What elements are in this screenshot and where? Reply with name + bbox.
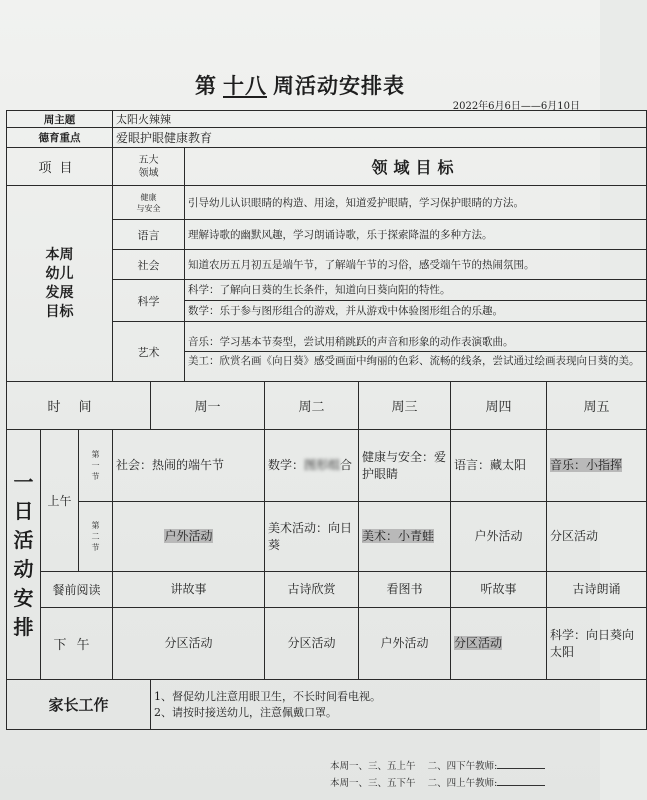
week-theme-value: 太阳火辣辣 [113, 111, 647, 128]
side-label-1: 本周 [45, 246, 74, 263]
pm-thursday: 听故事 [451, 572, 547, 608]
pm-tuesday: 古诗欣赏 [265, 572, 359, 608]
domain-health-line2: 与安全 [136, 203, 161, 213]
footer-1-right: 二、四下午教师: [427, 761, 498, 772]
domain-goals-header: 领域目标 [185, 148, 647, 186]
goal-science-1: 科学：了解向日葵的生长条件，知道向日葵向阳的特性。 [185, 280, 647, 301]
p2-tuesday: 美术活动：向日葵 [265, 502, 359, 572]
period-2-c: 节 [91, 543, 100, 552]
afternoon-label: 下午 [41, 608, 113, 680]
daily-schedule-label [7, 430, 41, 680]
p1-thursday: 语言：藏太阳 [451, 430, 547, 502]
day-monday: 周一 [151, 382, 265, 430]
week-theme-label: 周主题 [7, 111, 113, 128]
parent-work-label: 家长工作 [7, 680, 151, 730]
footer-2-left: 本周一、三、五下午 [330, 778, 416, 789]
pm-monday: 讲故事 [113, 572, 265, 608]
weekly-goals-label [7, 186, 113, 382]
p2-wednesday [359, 502, 451, 572]
side-label-2: 幼儿 [45, 265, 74, 282]
p2-monday-text: 户外活动 [164, 529, 213, 543]
date-range: 2022年6月6日——6月10日 [452, 101, 580, 112]
af-thursday-text: 分区活动 [454, 636, 503, 650]
time-header: 时间 [7, 382, 151, 430]
footer-2-right: 二、四上午教师: [427, 778, 498, 789]
af-tuesday: 分区活动 [265, 608, 359, 680]
footer-1-blank [497, 759, 545, 769]
parent-item-2: 2、请按时接送幼儿，注意佩戴口罩。 [154, 705, 337, 719]
title-prefix: 第 [195, 73, 217, 98]
goal-science-2: 数学：乐于参与图形组合的游戏，并从游戏中体验图形组合的乐趣。 [185, 301, 647, 322]
p1-friday [547, 430, 647, 502]
period-1-a: 第 [91, 450, 100, 459]
day-wednesday: 周三 [359, 382, 451, 430]
domain-art: 艺术 [113, 322, 185, 382]
p1-friday-text: 音乐：小指挥 [550, 458, 623, 472]
day-tuesday: 周二 [265, 382, 359, 430]
daily-side-4: 安排 [13, 585, 34, 639]
day-thursday: 周四 [451, 382, 547, 430]
pm-friday: 古诗朗诵 [547, 572, 647, 608]
period-2-b: 二 [91, 532, 100, 541]
period-1-label [79, 430, 113, 502]
goal-art-cell [185, 322, 647, 382]
domain-health-line1: 健康 [140, 192, 157, 202]
five-domains-header [113, 148, 185, 186]
page-title [0, 70, 600, 100]
moral-focus-value: 爱眼护眼健康教育 [113, 128, 647, 148]
period-1-c: 节 [91, 472, 100, 481]
week-number: 十八 [223, 73, 267, 98]
p1-tuesday [265, 430, 359, 502]
parent-work-items [151, 680, 647, 730]
parent-item-1: 1、督促幼儿注意用眼卫生，不长时间看电视。 [154, 689, 381, 703]
moral-focus-label: 德育重点 [7, 128, 113, 148]
footer-line-2 [330, 775, 545, 789]
period-1-b: 一 [91, 461, 100, 470]
period-2-a: 第 [91, 521, 100, 530]
p2-friday: 分区活动 [547, 502, 647, 572]
period-2-label [79, 502, 113, 572]
footer-1-left: 本周一、三、五上午 [330, 761, 416, 772]
footer-2-blank [497, 776, 545, 786]
domain-language: 语言 [113, 220, 185, 250]
p1-monday: 社会：热闹的端午节 [113, 430, 265, 502]
p1-tuesday-post: 合 [340, 458, 353, 472]
five-domains-line1: 五大 [138, 154, 159, 166]
goal-health: 引导幼儿认识眼睛的构造、用途，知道爱护眼睛，学习保护眼睛的方法。 [185, 186, 647, 220]
five-domains-line2: 领域 [138, 167, 159, 179]
day-friday: 周五 [547, 382, 647, 430]
daily-side-3: 活动 [13, 527, 34, 581]
item-header: 项目 [7, 148, 113, 186]
p1-wednesday: 健康与安全：爱护眼睛 [359, 430, 451, 502]
goal-art-craft: 美工：欣赏名画《向日葵》感受画面中绚丽的色彩、流畅的线条，尝试通过绘画表现向日葵的美。 [188, 355, 640, 367]
p2-thursday: 户外活动 [451, 502, 547, 572]
p2-wednesday-text: 美术：小青蛙 [362, 529, 435, 543]
title-suffix: 周活动安排表 [273, 73, 405, 98]
goal-language: 理解诗歌的幽默风趣，学习朗诵诗歌，乐于探索降温的多种方法。 [185, 220, 647, 250]
domain-health [113, 186, 185, 220]
morning-label: 上午 [41, 430, 79, 572]
daily-side-2: 日 [13, 498, 34, 523]
daily-side-1: 一 [13, 469, 34, 494]
footer-line-1 [330, 758, 545, 772]
goal-art-music: 音乐：学习基本节奏型，尝试用稍跳跃的声音和形象的动作表演歌曲。 [185, 333, 646, 352]
side-label-3: 发展 [45, 284, 74, 301]
p2-monday [113, 502, 265, 572]
pm-wednesday: 看图书 [359, 572, 451, 608]
af-thursday [451, 608, 547, 680]
p1-tuesday-blurred: 图形组 [304, 458, 341, 472]
af-monday: 分区活动 [113, 608, 265, 680]
domain-society: 社会 [113, 250, 185, 280]
side-label-4: 目标 [45, 303, 74, 320]
af-wednesday: 户外活动 [359, 608, 451, 680]
pre-meal-label: 餐前阅读 [41, 572, 113, 608]
goal-society: 知道农历五月初五是端午节，了解端午节的习俗，感受端午节的热闹氛围。 [185, 250, 647, 280]
p1-tuesday-pre: 数学： [268, 458, 305, 472]
schedule-table [6, 110, 647, 730]
domain-science: 科学 [113, 280, 185, 322]
af-friday: 科学：向日葵向太阳 [547, 608, 647, 680]
